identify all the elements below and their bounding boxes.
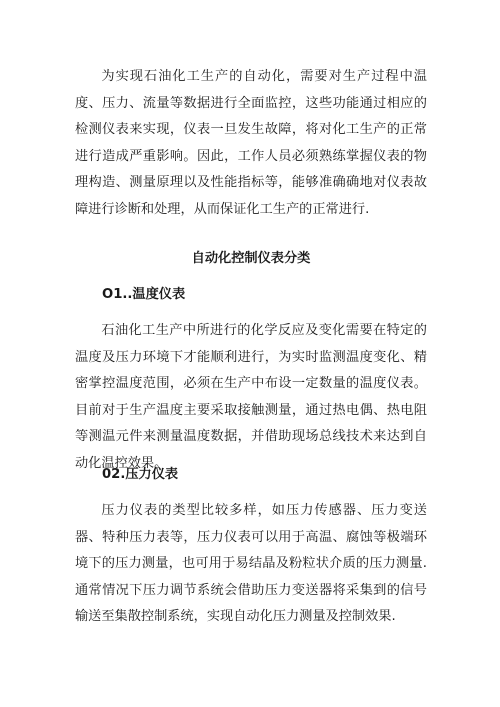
temperature-paragraph: 石油化工生产中所进行的化学反应及变化需要在特定的温度及压力环境下才能顺利进行，为实时监测温度变化、精密掌控温度范围，必须在生产中布设一定数量的温度仪表。目前对于生产温度主要采取接触测量，通过热电偶、热电阻等测温元件来测量温度数据，并借助现场总线技术来达到自动化温控效果。 — [75, 323, 427, 471]
pressure-paragraph: 压力仪表的类型比较多样，如压力传感器、压力变送器、特种压力表等，压力仪表可以用于高温、腐蚀等极端环境下的压力测量，也可用于易结晶及粉粒状介质的压力测量.通常情况下压力调节系统会借助压力变送器将采集到的信号输送至集散控制系统，实现自动化压力测量及控制效果. — [75, 503, 427, 624]
intro-paragraph: 为实现石油化工生产的自动化，需要对生产过程中温度、压力、流量等数据进行全面监控，这些功能通过相应的检测仪表来实现，仪表一旦发生故障，将对化工生产的正常进行造成严重影响。因此，工作人员必须熟练掌握仪表的物理构造、测量原理以及性能指标等，能够准确确地对仪表故障进行诊断和处理，从而保证化工生产的正常进行. — [75, 69, 427, 217]
subsection-heading-pressure: 02.压力仪表 — [102, 467, 179, 482]
subsection-heading-temperature: O1..温度仪表 — [102, 287, 186, 302]
section-title: 自动化控制仪表分类 — [191, 251, 311, 266]
